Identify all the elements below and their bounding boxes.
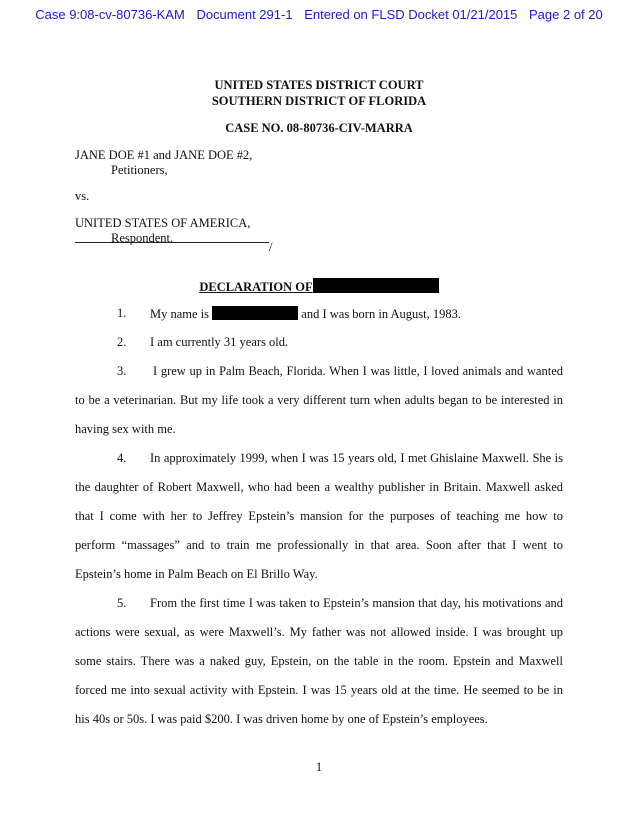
para-5-number: 5. — [117, 596, 127, 610]
caption-slash: / — [269, 240, 273, 254]
court-name: UNITED STATES DISTRICT COURT — [214, 78, 424, 92]
case-number: CASE NO. 08-80736-CIV-MARRA — [225, 121, 413, 135]
para-1-text-b: and I was born in August, 1983. — [301, 307, 461, 321]
header-page: Page 2 of 20 — [529, 7, 603, 22]
para-2-number: 2. — [117, 335, 127, 349]
court-district: SOUTHERN DISTRICT OF FLORIDA — [211, 94, 427, 108]
para-3-line: to be a veterinarian. But my life took a very different turn when adults began to be interested in — [75, 393, 563, 407]
redaction-box — [313, 278, 439, 293]
caption-underline — [75, 242, 269, 243]
para-3-line: having sex with me. — [75, 422, 176, 436]
declaration-title — [0, 278, 638, 295]
page-number: 1 — [315, 760, 323, 774]
respondent: UNITED STATES OF AMERICA, — [75, 216, 251, 230]
para-4-line: that I come with her to Jeffrey Epstein’s mansion for the purposes of teaching me how to — [75, 509, 563, 523]
court-caption — [0, 77, 638, 109]
para-5-line: some stairs. There was a naked guy, Epstein, on the table in the room. Epstein and Maxwell — [75, 654, 563, 668]
para-4-line: the daughter of Robert Maxwell, who had been a wealthy publisher in Britain. Maxwell asked — [75, 480, 563, 494]
para-1-text-a: My name is — [150, 307, 210, 321]
para-3-line: I grew up in Palm Beach, Florida. When I was little, I loved animals and wanted — [153, 364, 563, 378]
para-3-number: 3. — [117, 364, 127, 378]
para-4-line: perform “massages” and to train me professionally in that area. Soon after that I went to — [75, 538, 563, 552]
para-4-line: Epstein’s home in Palm Beach on El Brillo Way. — [75, 567, 318, 581]
redaction-box — [212, 306, 298, 320]
declaration-title-text: DECLARATION OF — [199, 280, 313, 294]
para-5-line: actions were sexual, as were Maxwell’s. My father was not allowed inside. I was brought up — [75, 625, 563, 639]
header-case: Case 9:08-cv-80736-KAM — [35, 7, 185, 22]
para-5-line: his 40s or 50s. I was paid $200. I was driven home by one of Epstein’s employees. — [75, 712, 488, 726]
respondent-role: Respondent. — [111, 231, 174, 245]
para-5-line: From the first time I was taken to Epstein’s mansion that day, his motivations and — [150, 596, 563, 610]
petitioners: JANE DOE #1 and JANE DOE #2, — [75, 148, 253, 162]
para-4-line: In approximately 1999, when I was 15 years old, I met Ghislaine Maxwell. She is — [150, 451, 563, 465]
versus: vs. — [75, 189, 90, 203]
para-1-number: 1. — [117, 306, 127, 320]
para-5-line: forced me into sexual activity with Epstein. I was 15 years old at the time. He seemed to be in — [75, 683, 563, 697]
para-4-number: 4. — [117, 451, 127, 465]
petitioners-role: Petitioners, — [111, 163, 168, 177]
docket-header — [0, 7, 638, 22]
para-1 — [150, 306, 461, 322]
para-2: I am currently 31 years old. — [150, 335, 289, 349]
header-entered: Entered on FLSD Docket 01/21/2015 — [304, 7, 518, 22]
header-document: Document 291-1 — [196, 7, 293, 22]
